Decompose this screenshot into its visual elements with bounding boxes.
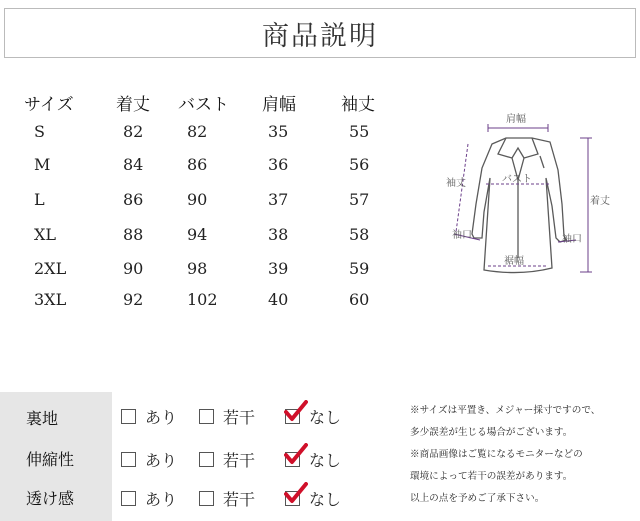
- table-cell: 90: [123, 259, 144, 278]
- length-label: 着丈: [590, 196, 610, 207]
- table-header-size: サイズ: [24, 95, 74, 115]
- table-header-sleeve: 袖丈: [341, 95, 375, 115]
- table-cell: 35: [268, 122, 289, 141]
- table-cell: 86: [123, 190, 144, 209]
- property-label-lining: 裏地: [26, 409, 59, 428]
- hem-label: 裾幅: [504, 256, 524, 267]
- table-cell: 59: [349, 259, 370, 278]
- page-title: 商品説明: [262, 20, 378, 52]
- table-cell: 37: [268, 190, 289, 209]
- table-cell: 36: [268, 155, 289, 174]
- table-cell: 2XL: [34, 259, 67, 278]
- table-cell: 92: [123, 290, 144, 309]
- option-label: あり: [145, 490, 178, 509]
- option-label: なし: [309, 490, 342, 509]
- checkbox-checked[interactable]: [285, 491, 300, 506]
- table-cell: 40: [268, 290, 289, 309]
- option-lining-slight[interactable]: [199, 405, 255, 428]
- table-cell: 57: [349, 190, 370, 209]
- option-label: なし: [309, 408, 342, 427]
- table-cell: 94: [187, 225, 208, 244]
- note-line: 多少誤差が生じる場合がございます。: [410, 427, 573, 438]
- table-cell: 102: [187, 290, 218, 309]
- option-sheer-none[interactable]: [285, 487, 341, 510]
- table-cell: 84: [123, 155, 144, 174]
- property-label-stretch: 伸縮性: [26, 450, 75, 469]
- checkbox-checked[interactable]: [285, 409, 300, 424]
- option-lining-none[interactable]: [285, 405, 341, 428]
- option-sheer-yes[interactable]: [121, 487, 177, 510]
- note-line: ※商品画像はご覧になるモニターなどの: [410, 449, 583, 460]
- table-header-bust: バスト: [178, 95, 229, 115]
- cuff-right-label: 袖口: [562, 234, 582, 245]
- option-label: 若干: [223, 408, 256, 427]
- option-stretch-slight[interactable]: [199, 448, 255, 471]
- property-label-sheerness: 透け感: [26, 489, 75, 508]
- checkmark-icon: [284, 443, 308, 465]
- table-cell: 60: [349, 290, 370, 309]
- option-label: 若干: [223, 490, 256, 509]
- table-cell: XL: [34, 225, 57, 244]
- table-cell: S: [34, 122, 45, 141]
- garment-measurement-diagram: [440, 108, 620, 288]
- option-sheer-slight[interactable]: [199, 487, 255, 510]
- checkbox[interactable]: [121, 452, 136, 467]
- option-lining-yes[interactable]: [121, 405, 177, 428]
- note-line: 以上の点を予めご了承下さい。: [410, 493, 545, 504]
- table-cell: 82: [187, 122, 208, 141]
- shoulder-label: 肩幅: [506, 114, 526, 125]
- table-cell: 38: [268, 225, 289, 244]
- table-cell: L: [34, 190, 45, 209]
- table-cell: 88: [123, 225, 144, 244]
- title-banner: [4, 8, 636, 58]
- table-cell: 55: [349, 122, 370, 141]
- note-line: ※サイズは平置き、メジャー採寸ですので、: [410, 405, 601, 416]
- checkbox[interactable]: [199, 491, 214, 506]
- sleeve-label: 袖丈: [446, 178, 466, 189]
- table-header-length: 着丈: [116, 95, 150, 115]
- option-label: あり: [145, 451, 178, 470]
- table-cell: 3XL: [34, 290, 67, 309]
- checkbox[interactable]: [199, 452, 214, 467]
- checkbox[interactable]: [121, 491, 136, 506]
- checkbox[interactable]: [121, 409, 136, 424]
- checkmark-icon: [284, 400, 308, 422]
- option-stretch-yes[interactable]: [121, 448, 177, 471]
- cuff-left-label: 袖口: [452, 230, 472, 241]
- table-cell: 39: [268, 259, 289, 278]
- table-cell: 82: [123, 122, 144, 141]
- table-cell: 98: [187, 259, 208, 278]
- bust-label: バスト: [502, 174, 532, 185]
- notes-block: [410, 400, 638, 510]
- table-cell: 56: [349, 155, 370, 174]
- checkbox-checked[interactable]: [285, 452, 300, 467]
- note-line: 環境によって若干の誤差があります。: [410, 471, 573, 482]
- option-label: あり: [145, 408, 178, 427]
- table-cell: M: [34, 155, 51, 174]
- option-label: 若干: [223, 451, 256, 470]
- option-stretch-none[interactable]: [285, 448, 341, 471]
- table-header-shoulder: 肩幅: [262, 95, 296, 115]
- checkmark-icon: [284, 482, 308, 504]
- table-cell: 90: [187, 190, 208, 209]
- checkbox[interactable]: [199, 409, 214, 424]
- table-cell: 58: [349, 225, 370, 244]
- table-cell: 86: [187, 155, 208, 174]
- option-label: なし: [309, 451, 342, 470]
